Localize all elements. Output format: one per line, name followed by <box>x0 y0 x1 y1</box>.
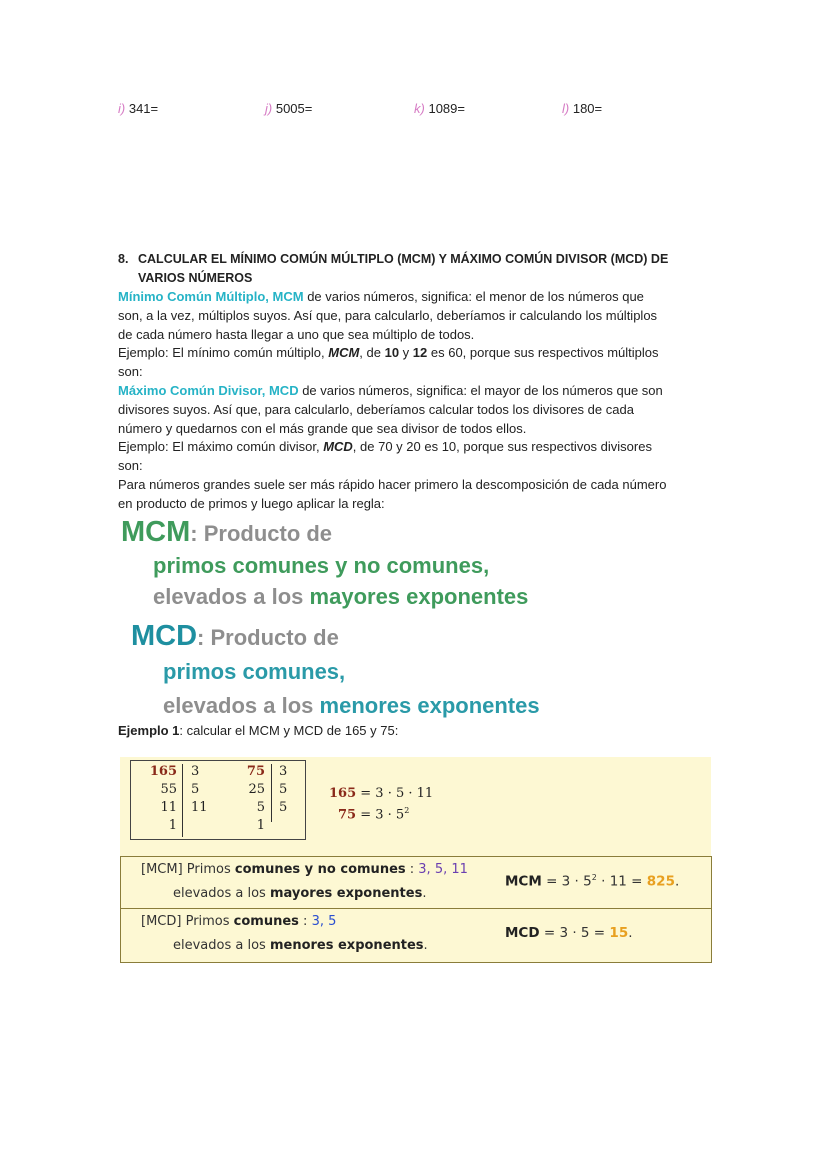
exercise-i: i) 341= <box>118 101 159 116</box>
exercise-j: j) 5005= <box>265 101 313 116</box>
right-num: 75 <box>246 764 265 779</box>
left-num: 11 <box>160 800 177 815</box>
right-div: 5 <box>279 782 288 797</box>
rule-mcd-label: MCD: Producto de <box>131 620 339 652</box>
right-num: 5 <box>256 800 265 815</box>
left-num: 165 <box>149 764 177 779</box>
section-heading: 8. CALCULAR EL MÍNIMO COMÚN MÚLTIPLO (MCM) Y MÁXIMO COMÚN DIVISOR (MCD) DE VARIOS NÚMEROS <box>118 252 669 285</box>
example1-heading: Ejemplo 1: calcular el MCM y MCD de 165 y 75: <box>118 723 399 738</box>
divider-right <box>271 764 272 822</box>
right-num: 1 <box>256 818 265 833</box>
divider-left <box>182 764 183 837</box>
left-num: 1 <box>168 818 177 833</box>
right-div: 5 <box>279 800 288 815</box>
left-div: 3 <box>191 764 200 779</box>
exercise-l: l) 180= <box>562 101 603 116</box>
rule-mcm-line3: elevados a los mayores exponentes <box>153 584 529 609</box>
left-div: 5 <box>191 782 200 797</box>
rule-mcd-line2: primos comunes, <box>163 659 346 684</box>
factor-table <box>130 760 306 840</box>
mcd-primes-line: [MCD] Primos comunes : 3, 5 <box>141 914 337 929</box>
mcm-definition: Mínimo Común Múltiplo, MCM de varios números, significa: el menor de los números que son, a la vez, múltiplos suyos. Así que, para calcularlo, deberíamos ir calculando los múltiplos de cada número hasta llegar a uno que sea múltiplo de todos. Ejemplo: El mínimo común múltiplo, MCM, de 10 y 12 es 60, porque sus respectivos múltiplos son: Máximo Común Divisor, MCD de varios números, significa: el mayor de los números que son divisores suyos. Así que, para calcularlo, deberíamos calcular todos los divisores de cada número y quedarnos con el más grande que sea divisor de todos ellos. Ejemplo: El máximo común divisor, MCD, de 70 y 20 es 10, porque sus respectivos divisores son: Para números grandes suele ser más rápido hacer primero la descomposición de cada número en producto de primos y luego aplicar la regla: <box>118 289 667 511</box>
exercise-k: k) 1089= <box>414 101 465 116</box>
left-div: 11 <box>191 800 208 815</box>
factorization-165: 165 = 3 · 5 · 11 <box>329 786 434 801</box>
mcm-primes-line: [MCM] Primos comunes y no comunes : 3, 5, 11 <box>141 862 468 877</box>
mcd-result: MCD = 3 · 5 = 15. <box>505 925 633 941</box>
mcm-result: MCM = $3 \cdot 5^2 \cdot 11 = 825$. <box>505 873 680 890</box>
right-div: 3 <box>279 764 288 779</box>
mcd-exponents-line: elevados a los menores exponentes. <box>173 938 428 953</box>
left-num: 55 <box>160 782 177 797</box>
factorization-75: $75 = 3 \cdot 5^2$ <box>338 806 410 823</box>
rule-mcm-label: MCM: Producto de <box>121 516 333 548</box>
rule-mcm-line2: primos comunes y no comunes, <box>153 553 490 578</box>
right-num: 25 <box>248 782 265 797</box>
mcm-exponents-line: elevados a los mayores exponentes. <box>173 886 427 901</box>
rule-mcd-line3: elevados a los menores exponentes <box>163 693 540 718</box>
